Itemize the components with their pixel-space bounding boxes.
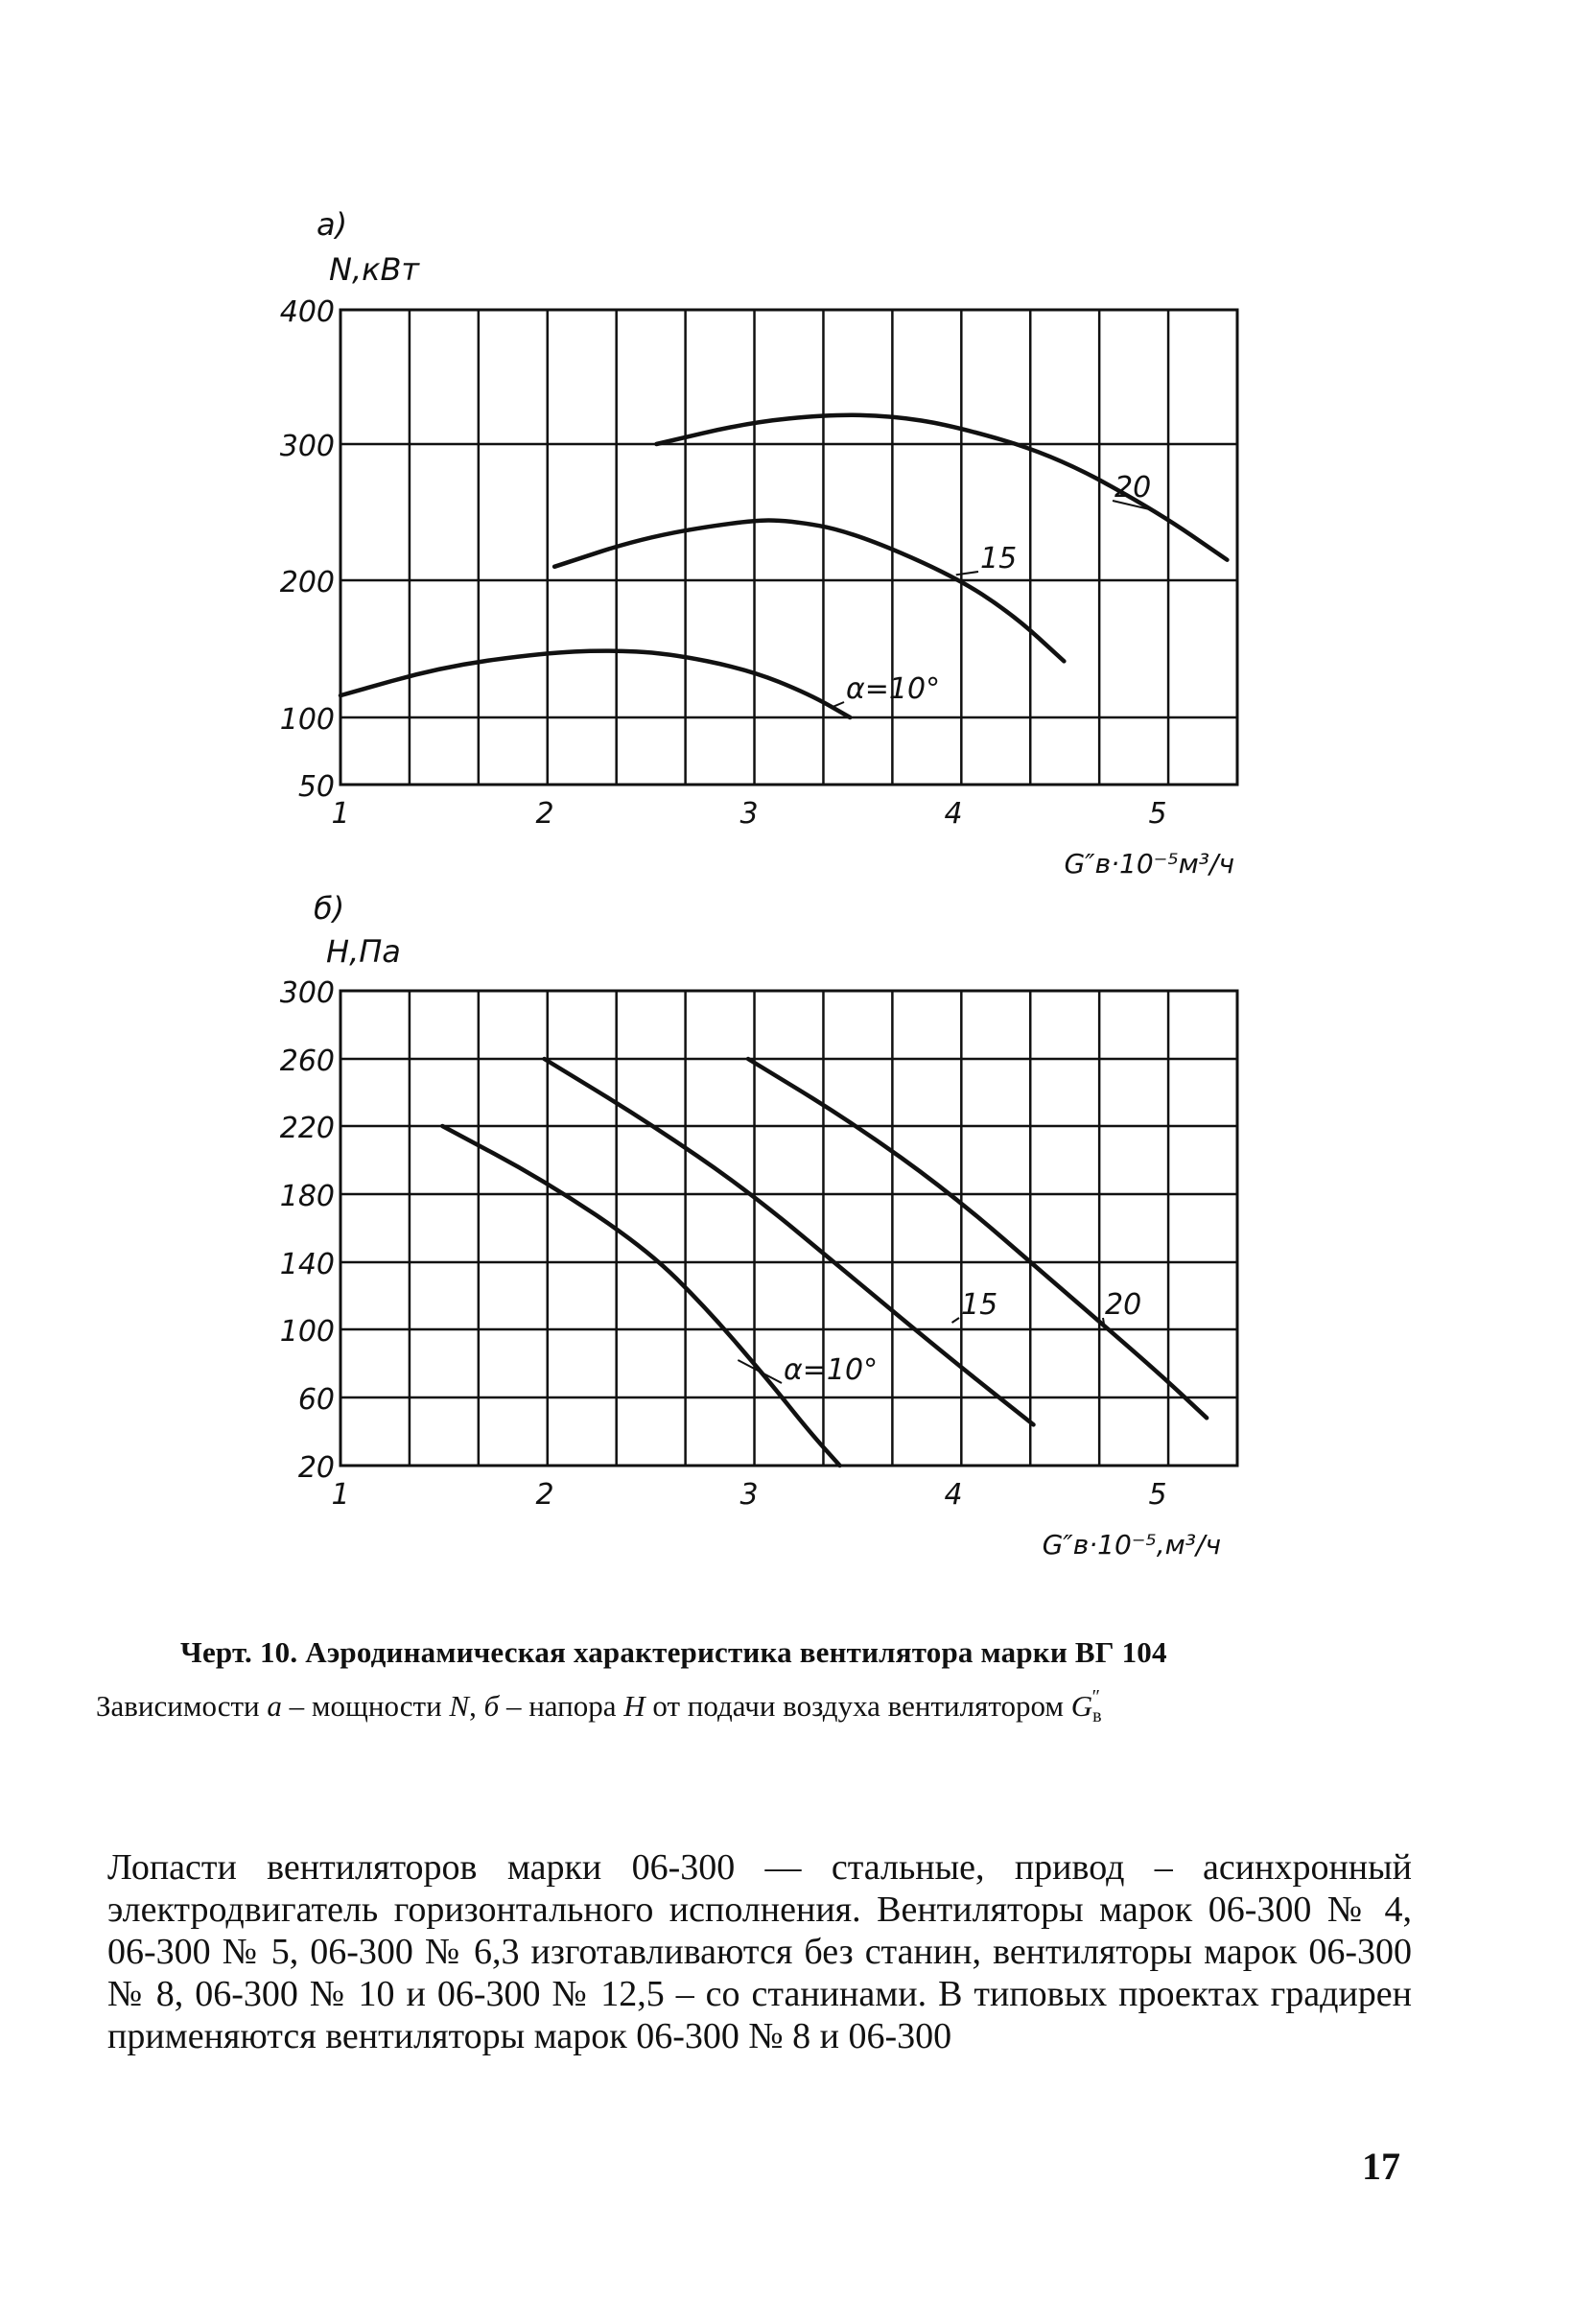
- x-tick-label: 1: [331, 797, 350, 831]
- plot-frame: [340, 310, 1237, 785]
- y-tick-label: 100: [279, 703, 335, 737]
- curve-label: α=10°: [784, 1353, 879, 1387]
- caption-tail: от подачи воздуха вентилятором: [645, 1689, 1071, 1723]
- curve-label: 20: [1114, 471, 1152, 505]
- curve-label-leader: [956, 572, 978, 575]
- caption-a-letter: а: [267, 1689, 282, 1723]
- x-tick-label: 5: [1148, 1478, 1167, 1512]
- x-axis-label: G″в·10⁻⁵,м³/ч: [1042, 1529, 1221, 1561]
- caption-a-text: – мощности: [281, 1689, 450, 1723]
- curve-label: 15: [961, 1288, 998, 1322]
- y-tick-label: 400: [279, 295, 335, 329]
- x-tick-label: 1: [331, 1478, 350, 1512]
- body-paragraph: Лопасти вентиляторов марки 06-300 — стальные, привод – асинхронный электродвигатель горизонтального исполнения. Вентиляторы марок 06-300 № 4, 06-300 № 5, 06-300 № 6,3 изготавливаются без станин, вентиляторы марок 06-300 № 8, 06-300 № 10 и 06-300 № 12,5 – со станинами. В типовых проектах градирен применяются вентиляторы марок 06-300 № 8 и 06-300: [107, 1847, 1412, 2056]
- caption-g-subscript: в: [1092, 1705, 1102, 1726]
- curve-label: α=10°: [846, 672, 941, 706]
- y-tick-label: 260: [279, 1045, 335, 1078]
- x-axis-label: G″в·10⁻⁵м³/ч: [1064, 848, 1234, 880]
- caption-n-letter: N: [449, 1689, 470, 1723]
- panel-label: б): [314, 890, 345, 927]
- x-tick-label: 3: [739, 797, 759, 831]
- curve-label: 20: [1105, 1288, 1142, 1322]
- x-tick-label: 3: [739, 1478, 759, 1512]
- curve-label-leader: [833, 702, 844, 707]
- y-tick-label: 300: [279, 430, 335, 463]
- y-tick-label: 200: [279, 566, 335, 599]
- caption-g-superscript: ″: [1091, 1686, 1100, 1707]
- y-tick-label: 140: [279, 1248, 335, 1281]
- x-tick-label: 5: [1148, 797, 1167, 831]
- y-axis-label: N,кВт: [329, 251, 420, 288]
- curve-label-leader: [952, 1318, 960, 1323]
- caption-g-symbol: G: [1070, 1689, 1093, 1723]
- curve-label-leader: [738, 1360, 782, 1383]
- series-line: [442, 1126, 839, 1466]
- x-tick-label: 4: [944, 797, 963, 831]
- series-line: [340, 651, 850, 717]
- y-tick-label: 100: [279, 1315, 335, 1349]
- curve-label: 15: [980, 542, 1018, 575]
- y-tick-label: 300: [279, 976, 335, 1010]
- y-tick-label: 50: [297, 770, 335, 804]
- figure-caption-title: Черт. 10. Аэродинамическая характеристика вентилятора марки ВГ 104: [180, 1635, 1167, 1669]
- y-tick-label: 180: [279, 1180, 335, 1213]
- figure-caption-description: [96, 1686, 1391, 1727]
- caption-b-text: – напора: [499, 1689, 624, 1723]
- x-tick-label: 4: [944, 1478, 963, 1512]
- y-tick-label: 220: [279, 1112, 335, 1145]
- panel-label: а): [317, 206, 348, 243]
- y-tick-label: 20: [297, 1451, 335, 1485]
- caption-prefix: Зависимости: [96, 1689, 268, 1723]
- page-number: 17: [1362, 2145, 1400, 2188]
- x-tick-label: 2: [535, 797, 554, 831]
- caption-h-letter: H: [623, 1689, 645, 1723]
- y-tick-label: 60: [297, 1383, 335, 1417]
- caption-separator: ,: [469, 1689, 484, 1723]
- y-axis-label: H,Па: [326, 933, 401, 970]
- caption-b-letter: б: [483, 1689, 500, 1723]
- x-tick-label: 2: [535, 1478, 554, 1512]
- plot-frame: [340, 991, 1237, 1466]
